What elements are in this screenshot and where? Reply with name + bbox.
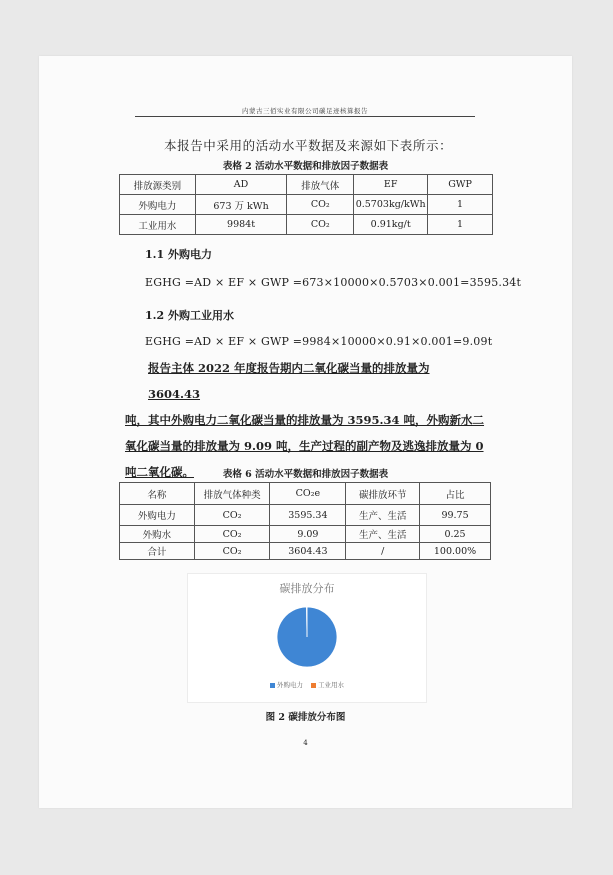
header-cell: 排放源类别 [120,175,196,195]
activity-data-table [119,174,493,235]
table-cell: 外购水 [120,526,195,543]
summary-line: 氧化碳当量的排放量为 9.09 吨，生产过程的副产物及逃逸排放量为 0 [125,439,484,453]
summary-line: 吨二氧化碳。 [125,465,194,479]
pie-chart [187,573,427,703]
document-page [39,56,572,808]
header-cell: EF [354,175,428,195]
table-row [120,543,491,560]
chart-title: 碳排放分布 [279,582,335,595]
header-cell: 占比 [420,483,491,505]
emission-summary-table [119,482,491,560]
table1-caption: 表格 2 活动水平数据和排放因子数据表 [222,161,389,172]
page-number: 4 [303,739,308,747]
section-1-2-title: 1.2 外购工业用水 [145,309,234,322]
table-cell: 外购电力 [120,505,195,526]
page-header: 内蒙古三佰实业有限公司碳足迹核算报告 [242,107,368,115]
table-cell: 生产、生活 [346,526,420,543]
chart-legend [188,680,426,689]
table-cell: 合计 [120,543,195,560]
table-cell: 99.75 [420,505,491,526]
header-cell: AD [195,175,287,195]
table-row [120,195,493,215]
table-cell: 9.09 [270,526,346,543]
legend-swatch [311,683,316,688]
table-cell: CO₂ [287,195,354,215]
table-cell: 0.91kg/t [354,215,428,235]
table-cell: 1 [428,215,493,235]
header-cell: GWP [428,175,493,195]
header-cell: CO₂e [270,483,346,505]
intro-text: 本报告中采用的活动水平数据及来源如下表所示： [164,138,453,153]
header-cell: 名称 [120,483,195,505]
table-cell: 3604.43 [270,543,346,560]
figure-caption: 图 2 碳排放分布图 [265,712,346,723]
section-1-1-title: 1.1 外购电力 [145,248,212,261]
section-1-1-equation: EGHG =AD × EF × GWP =673×10000×0.5703×0.001=3595.34t [145,276,522,289]
legend-swatch [270,683,275,688]
table-header-row [120,483,491,505]
header-rule [135,116,475,117]
table-cell: 673 万 kWh [195,195,287,215]
table-row [120,215,493,235]
table-cell: 9984t [195,215,287,235]
section-1-2-equation: EGHG =AD × EF × GWP =9984×10000×0.91×0.001=9.09t [145,335,493,348]
table-cell: 1 [428,195,493,215]
table-cell: 3595.34 [270,505,346,526]
table-cell: CO₂ [194,505,270,526]
table-row [120,505,491,526]
table-cell: CO₂ [194,526,270,543]
legend-item [311,681,344,689]
header-cell: 排放气体种类 [194,483,270,505]
table-header-row [120,175,493,195]
summary-line: 报告主体 2022 年度报告期内二氧化碳当量的排放量为 3604.43 [148,361,430,401]
table-cell: CO₂ [287,215,354,235]
header-cell: 碳排放环节 [346,483,420,505]
table-cell: / [346,543,420,560]
table-row [120,526,491,543]
table-cell: 100.00% [420,543,491,560]
legend-item [270,681,303,689]
table-cell: 外购电力 [120,195,196,215]
table-cell: CO₂ [194,543,270,560]
table-cell: 生产、生活 [346,505,420,526]
table-cell: 0.5703kg/kWh [354,195,428,215]
header-cell: 排放气体 [287,175,354,195]
table2-caption: 表格 6 活动水平数据和排放因子数据表 [222,469,389,480]
legend-label: 工业用水 [318,681,345,689]
table-cell: 0.25 [420,526,491,543]
legend-label: 外购电力 [276,681,303,689]
table-cell: 工业用水 [120,215,196,235]
summary-line: 吨，其中外购电力二氧化碳当量的排放量为 3595.34 吨，外购新水二 [125,413,485,427]
